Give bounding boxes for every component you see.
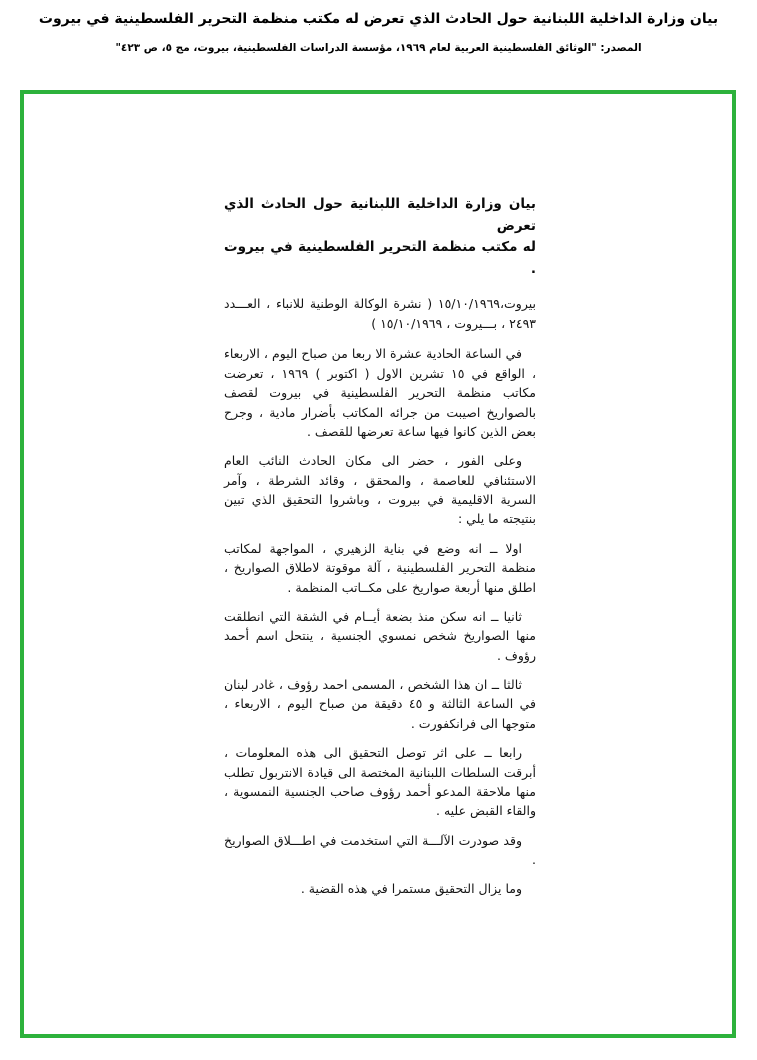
paragraph-fourth-finding: رابعا ــ على اثر توصل التحقيق الى هذه المعلومات ، أبرقت السلطات اللبنانية المختصة الى قيادة الانتربول تطلب منها ملاحقة المدعو أحمد رؤوف صاحب الجنسية النمسوية ، والقاء القبض عليه .	[224, 745, 536, 819]
paragraph-seizure: وقد صودرت الآلـــة التي استخدمت في اطـــلاق الصواريخ .	[224, 832, 536, 867]
page-header	[0, 0, 757, 54]
paragraph-third-finding: ثالثا ــ ان هذا الشخص ، المسمى احمد رؤوف ، غادر لبنان في الساعة الثالثة و ٤٥ دقيقة من صباح اليوم ، الاربعاء ، متوجها الى فرانكفورت .	[224, 677, 536, 731]
scanned-document	[224, 194, 536, 899]
source-citation: المصدر: "الوثائق الفلسطينية العربية لعام ١٩٦٩، مؤسسة الدراسات الفلسطينية، بيروت، مج ٥، ص ٤٢٣"	[115, 41, 642, 54]
document-title	[224, 194, 536, 280]
document-title-line1: بيان وزارة الداخلية اللبنانية حول الحادث الذي تعرض	[224, 196, 536, 234]
document-dateline: بيروت،١٥/١٠/١٩٦٩ ( نشرة الوكالة الوطنية للانباء ، العـــدد ٢٤٩٣ ، بـــيروت ، ١٥/١٠/١٩٦٩ )	[224, 296, 536, 332]
document-frame	[20, 90, 736, 1038]
paragraph-second-finding: ثانيا ــ انه سكن منذ بضعة أيــام في الشقة التي انطلقت منها الصواريخ شخص نمسوي الجنسية ، ينتحل اسم أحمد رؤوف .	[224, 608, 536, 663]
page-title: بيان وزارة الداخلية اللبنانية حول الحادث الذي تعرض له مكتب منظمة التحرير الفلسطينية في بيروت	[38, 11, 719, 27]
paragraph-closing: وما يزال التحقيق مستمرا في هذه القضية .	[300, 881, 522, 897]
document-body	[224, 344, 536, 898]
paragraph-investigation: وعلى الفور ، حضر الى مكان الحادث النائب العام الاستئنافي للعاصمة ، والمحقق ، وقائد الشرطة ، وآمر السرية الاقليمية في بيروت ، وباشروا التحقيق الذي تبين بنتيجته ما يلي :	[224, 453, 536, 527]
paragraph-first-finding: اولا ــ انه وضع في بناية الزهيري ، المواجهة لمكاتب منظمة التحرير الفلسطينية ، آلة موقوتة لاطلاق الصواريخ ، اطلق منها أربعة صواريخ على مكــاتب المنظمة .	[224, 540, 536, 595]
paragraph-intro: في الساعة الحادية عشرة الا ربعا من صباح اليوم ، الاربعاء ، الواقع في ١٥ تشرين الاول ( اكتوبر ) ١٩٦٩ ، تعرضت مكاتب منظمة التحرير الفلسطينية في بيروت لقصف بالصواريخ اصيبت من جرائه المكاتب بأضرار مادية ، وجرح بعض الذين كانوا فيها ساعة تعرضها للقصف .	[224, 346, 536, 439]
document-title-line2: له مكتب منظمة التحرير الفلسطينية في بيروت .	[224, 239, 536, 277]
